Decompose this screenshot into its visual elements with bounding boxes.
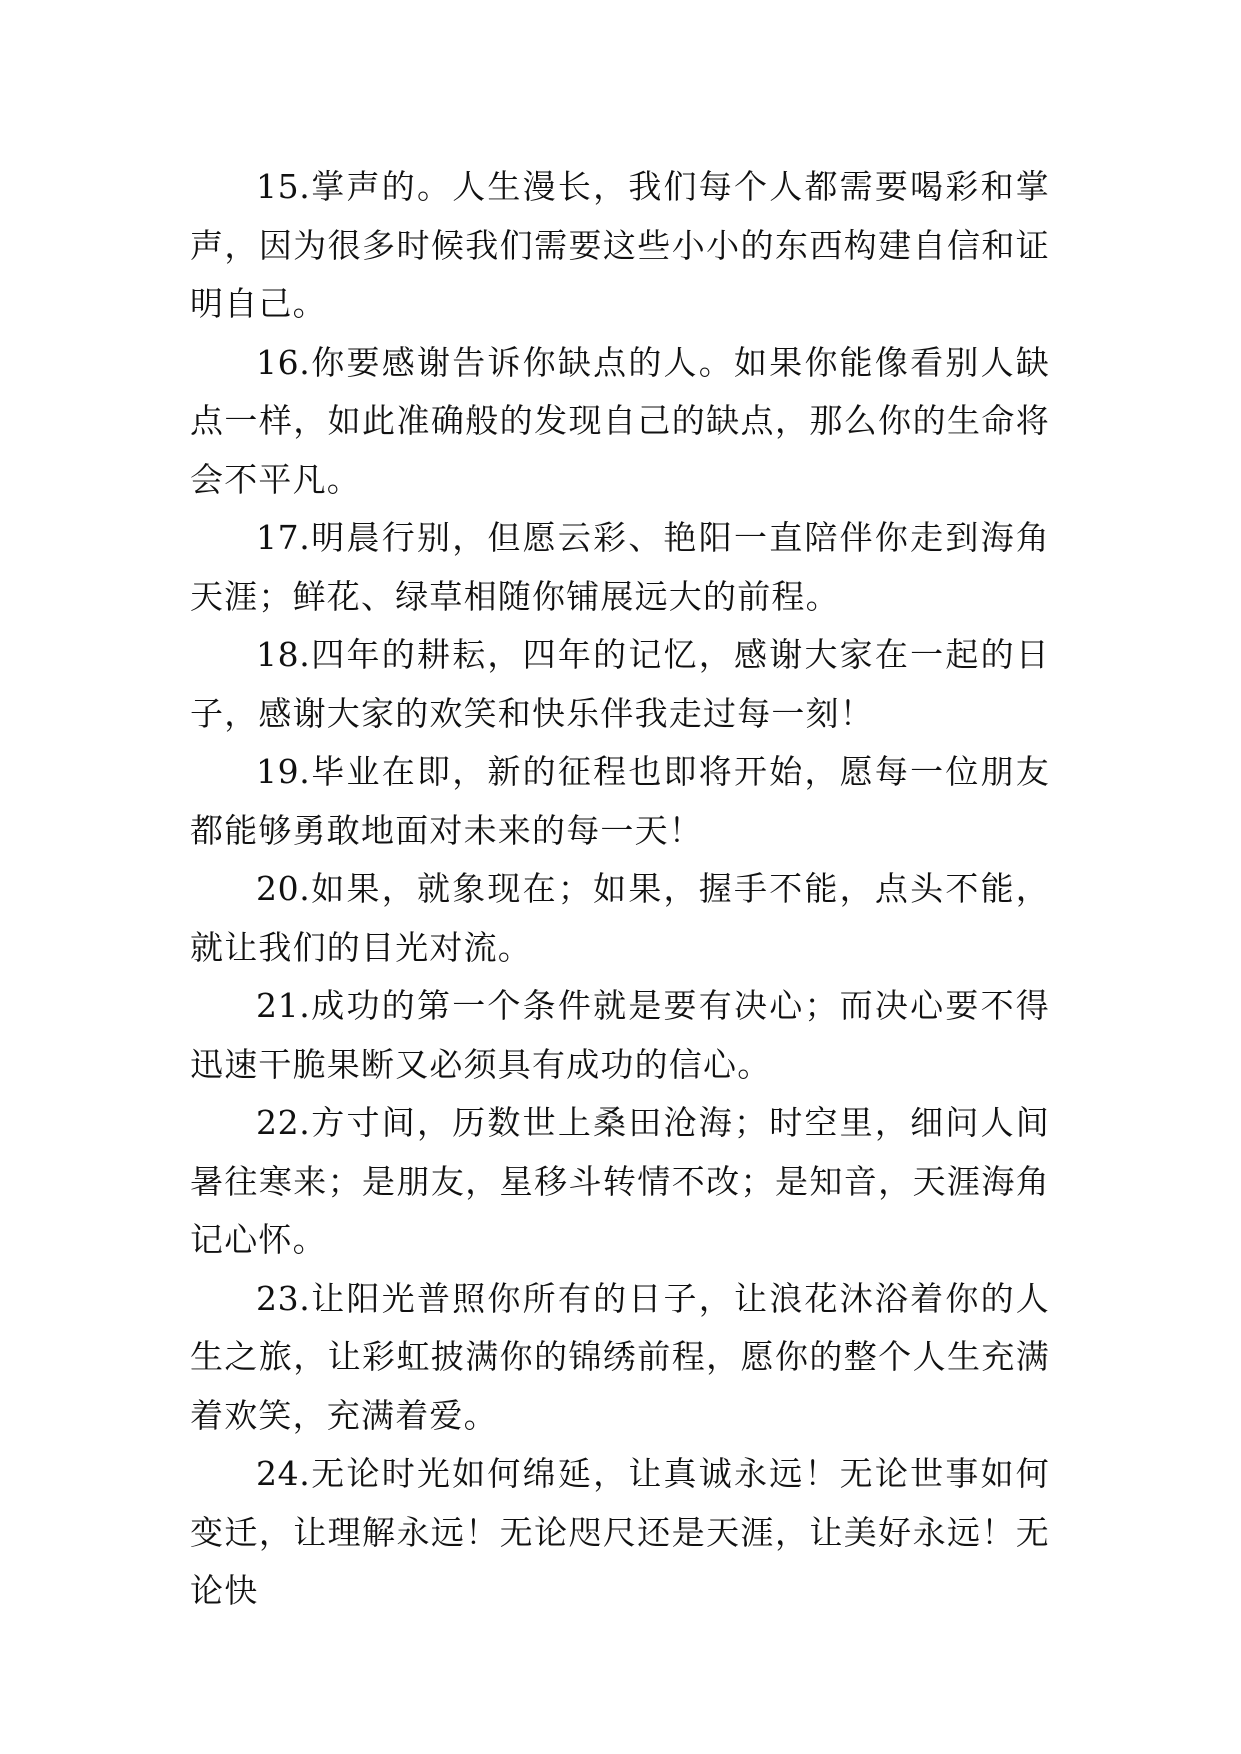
paragraph-22: [190, 1094, 1050, 1270]
paragraph-21: [190, 977, 1050, 1094]
paragraph-17: [190, 509, 1050, 626]
paragraph-number: 23.: [256, 1278, 311, 1318]
paragraph-18: [190, 626, 1050, 743]
paragraph-number: 22.: [256, 1103, 311, 1142]
paragraph-number: 19.: [256, 752, 311, 791]
paragraph-number: 16.: [256, 342, 311, 382]
paragraph-text: 你要感谢告诉你缺点的人。如果你能像看别人缺点一样，如此准确般的发现自己的缺点，那么你的生命将会不平凡。: [190, 342, 1050, 499]
paragraph-number: 17.: [256, 518, 311, 557]
paragraph-24: [190, 1445, 1050, 1621]
paragraph-23: [190, 1270, 1050, 1446]
paragraph-15: [190, 158, 1050, 334]
paragraph-16: [190, 334, 1050, 510]
paragraph-text: 无论时光如何绵延，让真诚永远！无论世事如何变迁，让理解永远！无论咫尺还是天涯，让美好永远！无论快: [190, 1454, 1050, 1610]
paragraph-text: 成功的第一个条件就是要有决心；而决心要不得迅速干脆果断又必须具有成功的信心。: [190, 986, 1050, 1084]
paragraph-20: [190, 860, 1050, 977]
paragraph-text: 四年的耕耘，四年的记忆，感谢大家在一起的日子，感谢大家的欢笑和快乐伴我走过每一刻！: [190, 635, 1050, 733]
paragraph-number: 24.: [256, 1454, 311, 1493]
paragraph-text: 毕业在即，新的征程也即将开始，愿每一位朋友都能够勇敢地面对未来的每一天！: [190, 752, 1050, 850]
document-body: [190, 158, 1050, 1621]
paragraph-number: 18.: [256, 635, 311, 674]
paragraph-19: [190, 743, 1050, 860]
paragraph-number: 20.: [256, 869, 311, 908]
paragraph-text: 明晨行别，但愿云彩、艳阳一直陪伴你走到海角天涯；鲜花、绿草相随你铺展远大的前程。: [190, 518, 1050, 616]
paragraph-text: 方寸间，历数世上桑田沧海；时空里，细问人间暑往寒来；是朋友，星移斗转情不改；是知音，天涯海角记心怀。: [190, 1103, 1050, 1259]
paragraph-number: 15.: [256, 167, 311, 206]
paragraph-number: 21.: [256, 986, 311, 1025]
paragraph-text: 如果，就象现在；如果，握手不能，点头不能，就让我们的目光对流。: [190, 869, 1050, 967]
paragraph-text: 让阳光普照你所有的日子，让浪花沐浴着你的人生之旅，让彩虹披满你的锦绣前程，愿你的整个人生充满着欢笑，充满着爱。: [190, 1278, 1050, 1435]
paragraph-text: 掌声的。人生漫长，我们每个人都需要喝彩和掌声，因为很多时候我们需要这些小小的东西构建自信和证明自己。: [190, 167, 1050, 323]
